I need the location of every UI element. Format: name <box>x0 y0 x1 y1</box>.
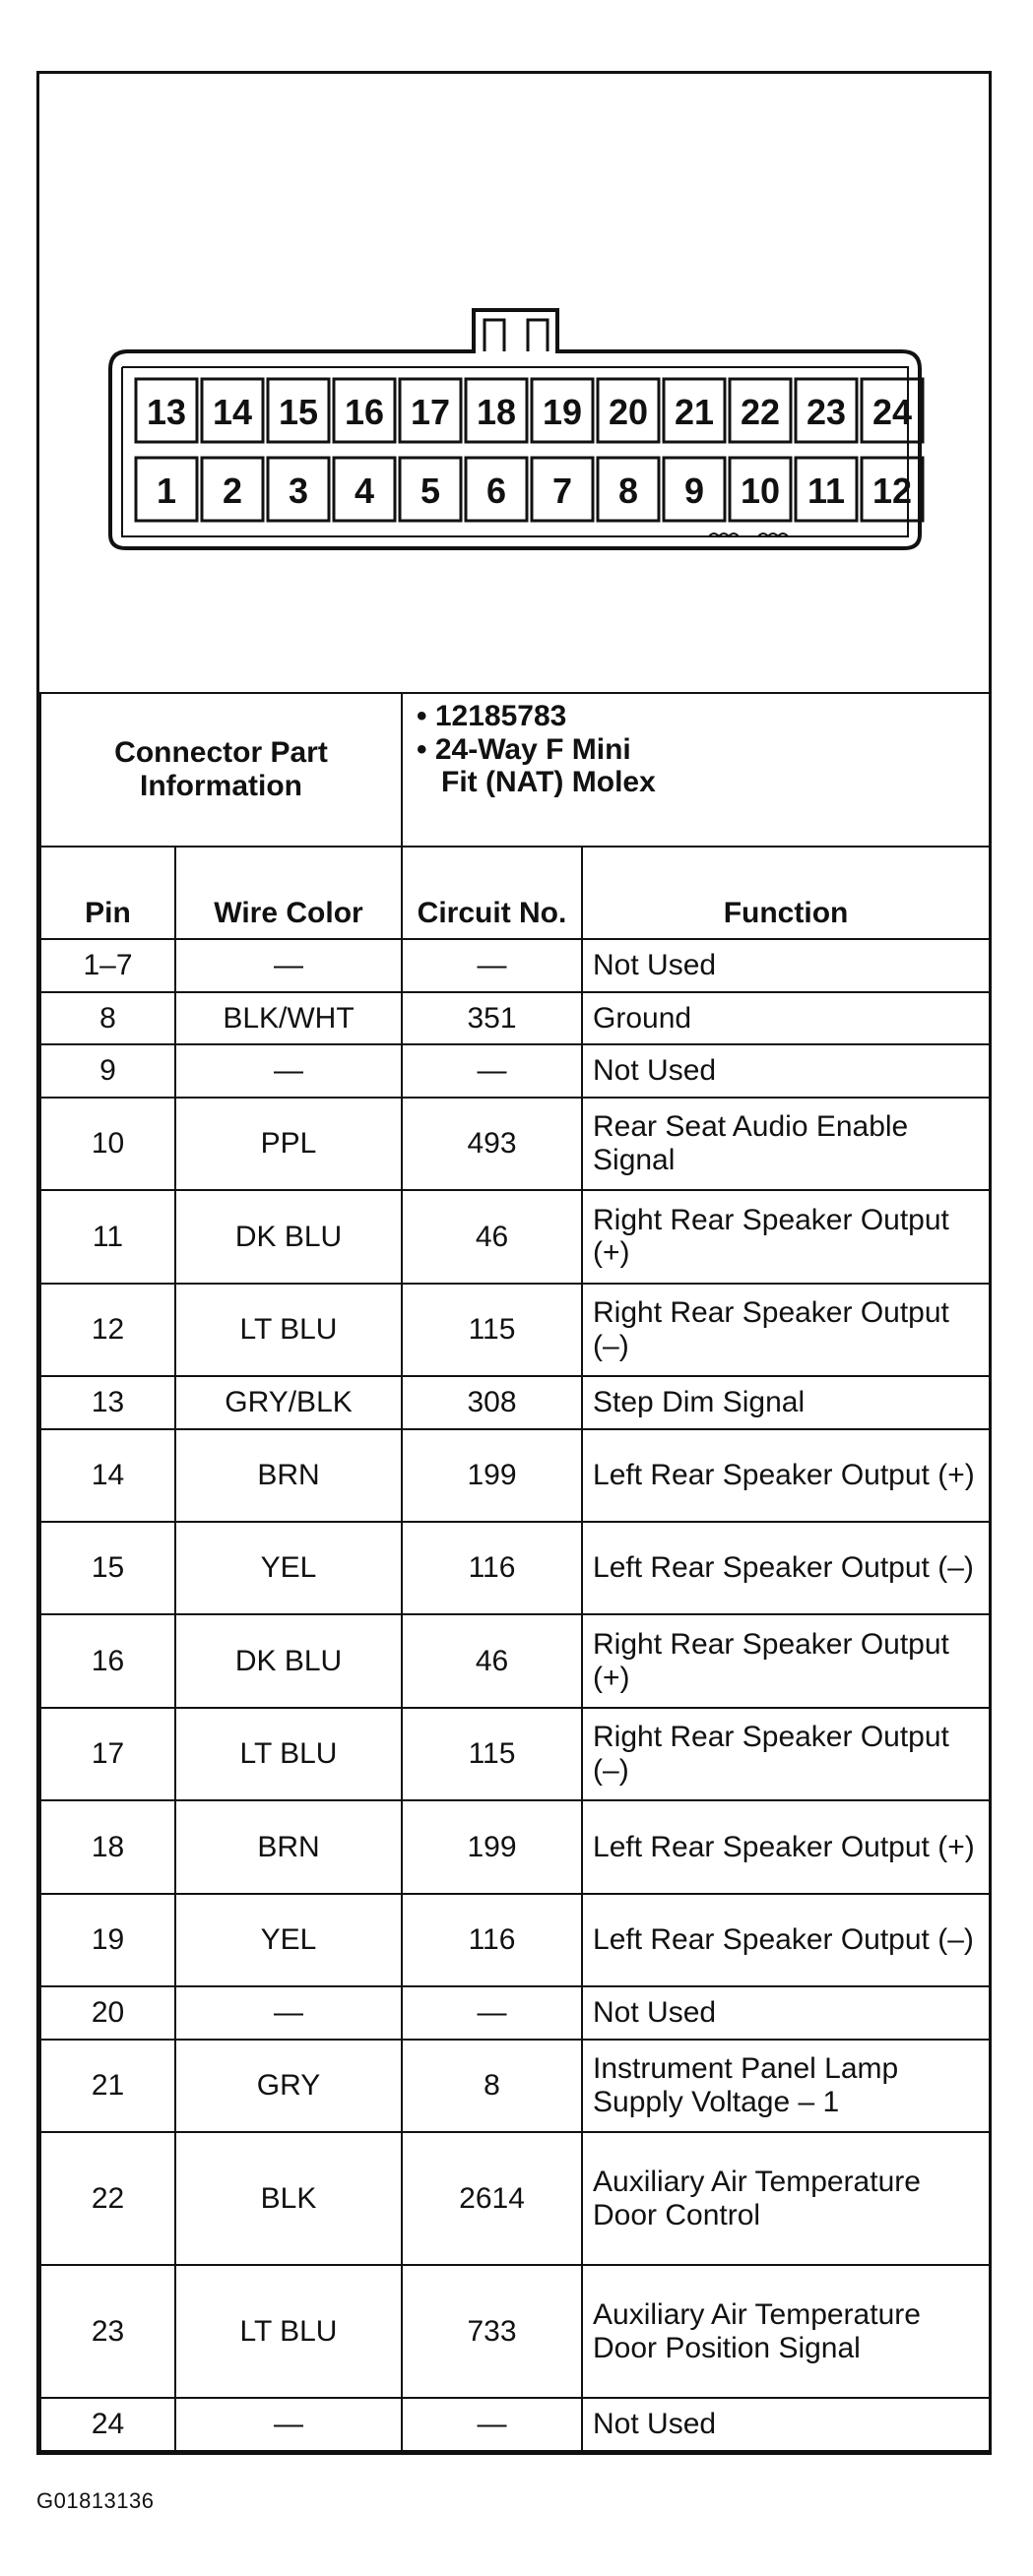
pin-number-label: 22 <box>740 392 781 432</box>
circuit-no-cell: 733 <box>402 2265 582 2398</box>
figure-id: G01813136 <box>36 2488 155 2513</box>
pin-cell: 20 <box>40 1986 175 2040</box>
table-row <box>40 1522 990 1614</box>
wire-color-cell: BLK/WHT <box>175 992 402 1045</box>
circuit-no-cell: — <box>402 2398 582 2451</box>
circuit-no-cell: — <box>402 1986 582 2040</box>
pin-cell: 12 <box>40 1284 175 1376</box>
circuit-no-cell: 199 <box>402 1429 582 1522</box>
pin-number-label: 13 <box>146 392 187 432</box>
pin-number-label: 1 <box>156 471 177 511</box>
wire-color-cell: GRY/BLK <box>175 1376 402 1429</box>
wire-color-cell: LT BLU <box>175 1708 402 1800</box>
pinout-table <box>39 692 991 2452</box>
connector-diagram-area <box>39 74 989 692</box>
connector-lock-tab <box>484 320 548 351</box>
pin-cell: 8 <box>40 992 175 1045</box>
pin-cell: 15 <box>40 1522 175 1614</box>
wire-color-cell: BRN <box>175 1429 402 1522</box>
function-cell: Right Rear Speaker Output (–) <box>582 1708 990 1800</box>
pin-cell: 1–7 <box>40 939 175 992</box>
pin-cell: 18 <box>40 1800 175 1893</box>
circuit-no-cell: 46 <box>402 1614 582 1707</box>
wire-color-cell: DK BLU <box>175 1190 402 1283</box>
pin-number-label: 17 <box>410 392 451 432</box>
pin-cell: 21 <box>40 2040 175 2132</box>
function-cell: Left Rear Speaker Output (–) <box>582 1522 990 1614</box>
circuit-no-cell: 351 <box>402 992 582 1045</box>
pin-cavity-group <box>136 379 923 521</box>
wire-color-cell: GRY <box>175 2040 402 2132</box>
function-cell: Not Used <box>582 1986 990 2040</box>
pin-number-label: 3 <box>288 471 309 511</box>
wire-color-cell: LT BLU <box>175 2265 402 2398</box>
circuit-no-cell: 115 <box>402 1284 582 1376</box>
pin-number-label: 15 <box>278 392 319 432</box>
pin-cell: 23 <box>40 2265 175 2398</box>
table-row <box>40 1190 990 1283</box>
table-row <box>40 1429 990 1522</box>
pin-number-label: 11 <box>807 471 846 511</box>
pin-number-label: 23 <box>806 392 847 432</box>
function-cell: Right Rear Speaker Output (+) <box>582 1614 990 1707</box>
table-row <box>40 1614 990 1707</box>
pin-number-label: 14 <box>212 392 253 432</box>
function-cell: Not Used <box>582 939 990 992</box>
wire-color-cell: DK BLU <box>175 1614 402 1707</box>
pin-number-label: 16 <box>344 392 385 432</box>
table-row <box>40 1098 990 1190</box>
table-row <box>40 1986 990 2040</box>
function-cell: Ground <box>582 992 990 1045</box>
table-row <box>40 2265 990 2398</box>
table-row <box>40 939 990 992</box>
function-cell: Rear Seat Audio Enable Signal <box>582 1098 990 1190</box>
pin-number-label: 6 <box>485 471 507 511</box>
wire-color-cell: — <box>175 939 402 992</box>
wire-color-cell: BLK <box>175 2132 402 2265</box>
pin-cell: 11 <box>40 1190 175 1283</box>
wire-color-cell: — <box>175 1986 402 2040</box>
pin-number-label: 5 <box>420 471 441 511</box>
pin-cell: 24 <box>40 2398 175 2451</box>
circuit-no-cell: 199 <box>402 1800 582 1893</box>
function-cell: Right Rear Speaker Output (+) <box>582 1190 990 1283</box>
pin-cell: 16 <box>40 1614 175 1707</box>
function-cell: Auxiliary Air Temperature Door Control <box>582 2132 990 2265</box>
part-description: • 24-Way F Mini Fit (NAT) Molex <box>417 732 656 799</box>
header-circuit-no: Circuit No. <box>402 847 582 939</box>
circuit-no-cell: 493 <box>402 1098 582 1190</box>
circuit-no-cell: 116 <box>402 1522 582 1614</box>
table-row <box>40 2132 990 2265</box>
pin-cell: 19 <box>40 1894 175 1986</box>
pin-number-label: 10 <box>740 471 781 511</box>
pin-number-label: 7 <box>551 471 573 511</box>
circuit-no-cell: 116 <box>402 1894 582 1986</box>
table-row <box>40 1284 990 1376</box>
pin-number-label: 18 <box>476 392 517 432</box>
pin-number-label: 21 <box>674 392 715 432</box>
pin-number-label: 2 <box>222 471 243 511</box>
function-cell: Step Dim Signal <box>582 1376 990 1429</box>
table-row <box>40 1044 990 1098</box>
function-cell: Not Used <box>582 1044 990 1098</box>
circuit-no-cell: 2614 <box>402 2132 582 2265</box>
pin-number-label: 12 <box>872 471 913 511</box>
wire-color-cell: PPL <box>175 1098 402 1190</box>
table-row <box>40 1894 990 1986</box>
table-row <box>40 1708 990 1800</box>
function-cell: Left Rear Speaker Output (+) <box>582 1800 990 1893</box>
wire-color-cell: — <box>175 2398 402 2451</box>
part-info-values <box>402 693 990 847</box>
wire-color-cell: LT BLU <box>175 1284 402 1376</box>
part-info-row <box>40 693 990 847</box>
table-row <box>40 2040 990 2132</box>
circuit-no-cell: 308 <box>402 1376 582 1429</box>
function-cell: Left Rear Speaker Output (+) <box>582 1429 990 1522</box>
wire-color-cell: YEL <box>175 1894 402 1986</box>
circuit-no-cell: 46 <box>402 1190 582 1283</box>
function-cell: Right Rear Speaker Output (–) <box>582 1284 990 1376</box>
pin-number-label: 8 <box>617 471 639 511</box>
pin-cell: 17 <box>40 1708 175 1800</box>
circuit-no-cell: — <box>402 939 582 992</box>
table-header-row <box>40 847 990 939</box>
pin-cell: 14 <box>40 1429 175 1522</box>
header-wire-color: Wire Color <box>175 847 402 939</box>
table-row <box>40 2398 990 2451</box>
table-row <box>40 1800 990 1893</box>
wire-color-cell: — <box>175 1044 402 1098</box>
wire-color-cell: YEL <box>175 1522 402 1614</box>
circuit-no-cell: — <box>402 1044 582 1098</box>
pin-cell: 9 <box>40 1044 175 1098</box>
pin-number-label: 9 <box>683 471 705 511</box>
connector-frame <box>36 71 992 2455</box>
connector-face-diagram <box>39 74 989 692</box>
header-function: Function <box>582 847 990 939</box>
circuit-no-cell: 8 <box>402 2040 582 2132</box>
pin-cell: 13 <box>40 1376 175 1429</box>
wire-color-cell: BRN <box>175 1800 402 1893</box>
table-row <box>40 992 990 1045</box>
circuit-no-cell: 115 <box>402 1708 582 1800</box>
table-row <box>40 1376 990 1429</box>
pin-number-label: 19 <box>542 392 583 432</box>
part-number: • 12185783 <box>417 700 567 732</box>
function-cell: Auxiliary Air Temperature Door Position Signal <box>582 2265 990 2398</box>
part-info-label: Connector Part Information <box>40 693 402 847</box>
header-pin: Pin <box>40 847 175 939</box>
function-cell: Not Used <box>582 2398 990 2451</box>
pin-number-label: 4 <box>354 471 375 511</box>
pin-number-label: 20 <box>608 392 649 432</box>
function-cell: Instrument Panel Lamp Supply Voltage – 1 <box>582 2040 990 2132</box>
pin-rows <box>40 939 990 2451</box>
pin-cell: 22 <box>40 2132 175 2265</box>
function-cell: Left Rear Speaker Output (–) <box>582 1894 990 1986</box>
pin-number-label: 24 <box>872 392 913 432</box>
pin-cell: 10 <box>40 1098 175 1190</box>
